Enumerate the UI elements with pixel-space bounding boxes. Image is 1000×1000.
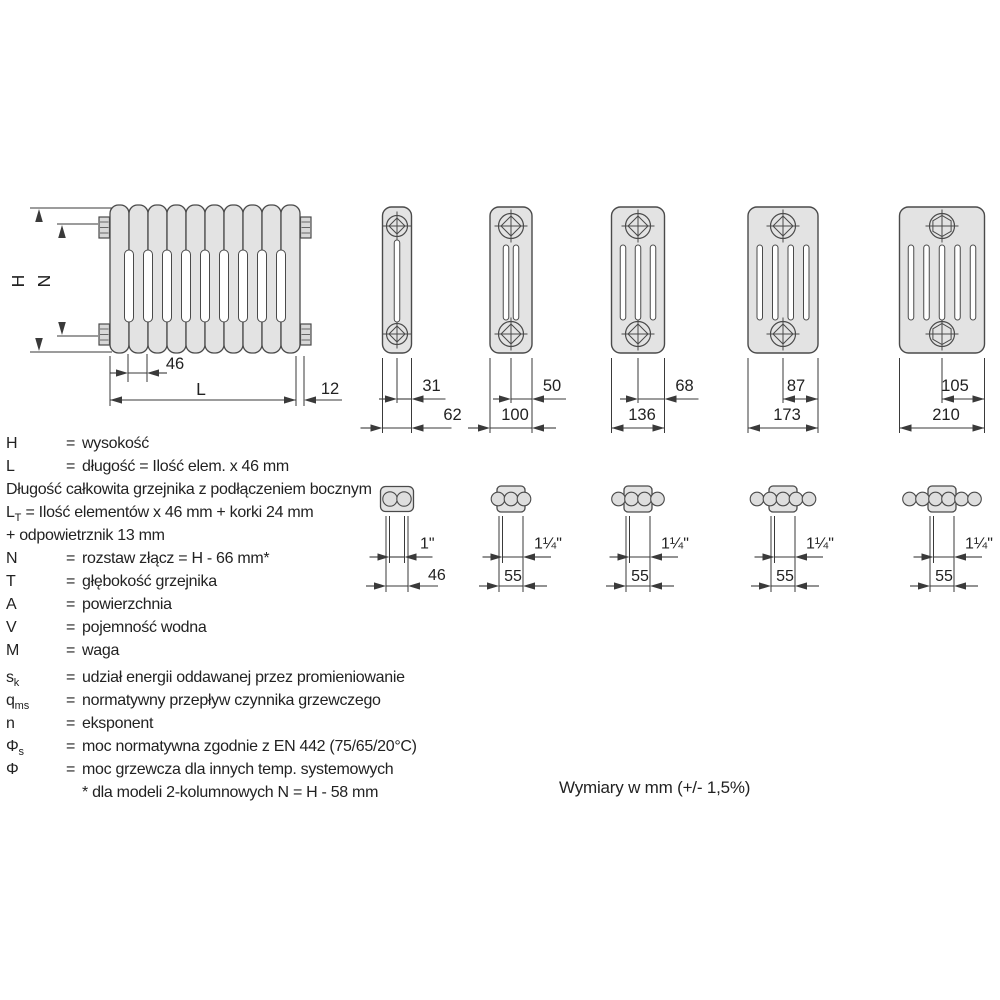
legend-text: moc grzewcza dla innych temp. systemowych [82, 761, 394, 778]
legend-text: + odpowietrznik 13 mm [6, 527, 165, 544]
half-depth-label: 50 [542, 377, 562, 395]
legend-equals: = [66, 573, 76, 590]
radiator-front-view [99, 205, 311, 353]
legend-text: waga [82, 642, 120, 659]
depth-label: 136 [628, 406, 656, 424]
legend-text: pojemność wodna [82, 619, 207, 636]
half-depth-label: 87 [786, 377, 806, 395]
depth-label: 100 [501, 406, 529, 424]
legend-symbol-cell [6, 666, 58, 689]
top-view-5col [750, 486, 834, 592]
element-pitch-dimension [110, 354, 184, 382]
legend-symbol-subscript: k [13, 677, 20, 690]
legend-symbol: N [6, 550, 18, 567]
cross-section-4col [612, 207, 699, 433]
legend-symbol: L [6, 504, 15, 521]
depth-label: 210 [932, 406, 960, 424]
dimensions-tolerance-note: Wymiary w mm (+/- 1,5%) [559, 778, 751, 797]
legend-equals: = [66, 619, 76, 636]
legend-row [6, 666, 496, 689]
pitch-label: 46 [428, 567, 446, 584]
legend-symbol-subscript: s [18, 746, 24, 759]
top-view-dimensions [751, 516, 834, 592]
cross-section-dimensions [361, 358, 462, 433]
legend-equals: = [66, 642, 76, 659]
pitch-label: 55 [935, 568, 953, 585]
legend-row [6, 689, 496, 712]
legend-text: udział energii oddawanej przez promieniowanie [82, 669, 405, 686]
legend-text: wysokość [82, 435, 149, 452]
legend-symbol-cell [6, 689, 58, 712]
legend-row [6, 547, 496, 570]
legend-row [6, 570, 496, 593]
cross-section-dimensions [468, 358, 566, 433]
length-dim-label: L [196, 379, 206, 399]
legend-row [6, 524, 496, 547]
connection-size-label: 1¼" [965, 535, 993, 553]
top-view-6col [903, 486, 993, 592]
length-dimension [110, 356, 296, 406]
legend-symbol: A [6, 596, 17, 613]
legend-text: moc normatywna zgodnie z EN 442 (75/65/20°C) [82, 738, 417, 755]
cross-section-dimensions [748, 358, 818, 433]
cross-section-2col [361, 207, 462, 433]
connection-spacing-dim-label: N [34, 274, 54, 288]
legend-symbol-cell [6, 758, 58, 781]
half-depth-label: 105 [941, 377, 969, 395]
legend-row [6, 478, 496, 501]
legend-symbol-subscript: T [14, 512, 22, 525]
legend [6, 432, 496, 804]
legend-text: powierzchnia [82, 596, 172, 613]
legend-symbol-cell [6, 455, 58, 478]
legend-symbol: s [6, 669, 14, 686]
element-pitch-label: 46 [165, 355, 185, 373]
cross-section-6col [900, 207, 985, 433]
legend-symbol: T [6, 573, 16, 590]
legend-equals: = [66, 669, 76, 686]
legend-equals: = [66, 435, 76, 452]
legend-symbol: H [6, 435, 18, 452]
connection-size-label: 1¼" [806, 535, 834, 553]
pitch-label: 55 [504, 568, 522, 585]
top-view-dimensions [606, 516, 689, 592]
top-view-4col [606, 486, 689, 592]
half-depth-label: 68 [675, 377, 694, 395]
legend-row [6, 712, 496, 735]
end-dim-label: 12 [320, 380, 340, 398]
legend-symbol-cell [6, 593, 58, 616]
legend-text: normatywny przepływ czynnika grzewczego [82, 692, 381, 709]
legend-row [6, 501, 496, 524]
legend-symbol: V [6, 619, 17, 636]
cross-section-3col [468, 207, 566, 433]
pitch-label: 55 [631, 568, 649, 585]
legend-symbol-cell [6, 735, 58, 758]
legend-equals: = [66, 715, 76, 732]
legend-symbol-cell [6, 639, 58, 662]
half-depth-label: 31 [422, 377, 441, 395]
legend-text: eksponent [82, 715, 154, 732]
legend-row [6, 593, 496, 616]
legend-text: = Ilość elementów x 46 mm + korki 24 mm [21, 504, 314, 521]
end-dimension [296, 356, 342, 406]
legend-row [6, 781, 496, 804]
legend-text: długość = Ilość elem. x 46 mm [82, 458, 289, 475]
pitch-label: 55 [776, 568, 794, 585]
legend-row [6, 432, 496, 455]
legend-symbol-cell [6, 432, 58, 455]
legend-symbol-cell [6, 616, 58, 639]
legend-symbol: q [6, 692, 15, 709]
depth-label: 62 [443, 406, 462, 424]
height-dimensions [8, 208, 112, 352]
legend-symbol: L [6, 458, 15, 475]
connection-size-label: 1¼" [661, 535, 689, 553]
top-view-dimensions [910, 516, 993, 592]
legend-row [6, 455, 496, 478]
legend-symbol: n [6, 715, 15, 732]
cross-section-dimensions [612, 358, 699, 433]
connection-size-label: 1" [420, 535, 435, 553]
legend-row [6, 735, 496, 758]
legend-symbol-cell [6, 547, 58, 570]
legend-equals: = [66, 458, 76, 475]
legend-equals: = [66, 692, 76, 709]
legend-row [6, 758, 496, 781]
legend-symbol: M [6, 642, 20, 659]
legend-symbol-cell [6, 712, 58, 735]
legend-row [6, 616, 496, 639]
legend-equals: = [66, 738, 76, 755]
legend-row [6, 639, 496, 662]
legend-symbol: Φ [6, 738, 19, 755]
depth-label: 173 [773, 406, 801, 424]
cross-section-dimensions [900, 358, 985, 433]
legend-text: głębokość grzejnika [82, 573, 217, 590]
legend-equals: = [66, 761, 76, 778]
legend-equals: = [66, 550, 76, 567]
legend-text: * dla modeli 2-kolumnowych N = H - 58 mm [82, 784, 379, 801]
cross-section-5col [748, 207, 818, 433]
height-dim-label: H [8, 274, 28, 288]
legend-symbol-cell [6, 570, 58, 593]
legend-equals: = [66, 596, 76, 613]
legend-text: Długość całkowita grzejnika z podłączeniem bocznym [6, 481, 372, 498]
legend-text: rozstaw złącz = H - 66 mm* [82, 550, 270, 567]
connection-size-label: 1¼" [534, 535, 562, 553]
legend-symbol-subscript: ms [14, 700, 30, 713]
legend-symbol: Φ [6, 761, 19, 778]
